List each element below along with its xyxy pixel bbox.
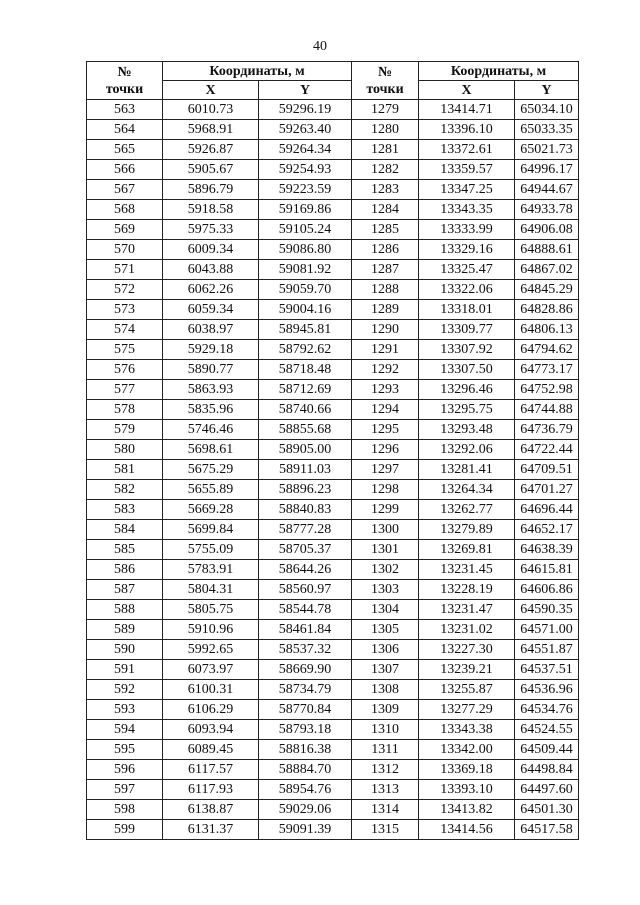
y-coordinate-left: 59059.70 <box>259 280 352 300</box>
table-row <box>87 760 579 780</box>
point-number-right: 1306 <box>352 640 419 660</box>
point-number-right: 1280 <box>352 120 419 140</box>
point-label: точки <box>366 81 404 97</box>
table-row <box>87 820 579 840</box>
x-coordinate-left: 5655.89 <box>163 480 259 500</box>
point-number-left: 567 <box>87 180 163 200</box>
point-number-right: 1302 <box>352 560 419 580</box>
point-number-header-right <box>352 62 419 100</box>
y-coordinate-left: 59296.19 <box>259 100 352 120</box>
y-coordinate-left: 59081.92 <box>259 260 352 280</box>
y-coordinate-right: 64722.44 <box>515 440 579 460</box>
table-row <box>87 700 579 720</box>
point-number-left: 595 <box>87 740 163 760</box>
point-number-right: 1309 <box>352 700 419 720</box>
y-coordinate-left: 59029.06 <box>259 800 352 820</box>
x-coordinate-left: 6073.97 <box>163 660 259 680</box>
x-coordinate-right: 13264.34 <box>419 480 515 500</box>
coordinates-table <box>86 61 579 840</box>
y-coordinate-left: 58945.81 <box>259 320 352 340</box>
x-coordinate-left: 6038.97 <box>163 320 259 340</box>
table-row <box>87 280 579 300</box>
y-coordinate-left: 58816.38 <box>259 740 352 760</box>
x-coordinate-right: 13369.18 <box>419 760 515 780</box>
y-coordinate-right: 64828.86 <box>515 300 579 320</box>
point-number-right: 1296 <box>352 440 419 460</box>
y-coordinate-left: 58954.76 <box>259 780 352 800</box>
table-row <box>87 320 579 340</box>
x-coordinate-left: 5835.96 <box>163 400 259 420</box>
x-coordinate-left: 5926.87 <box>163 140 259 160</box>
x-coordinate-right: 13372.61 <box>419 140 515 160</box>
page-number: 40 <box>313 39 327 54</box>
x-coordinate-right: 13414.56 <box>419 820 515 840</box>
point-number-left: 569 <box>87 220 163 240</box>
y-coordinate-right: 64534.76 <box>515 700 579 720</box>
y-coordinate-left: 59264.34 <box>259 140 352 160</box>
table-row <box>87 660 579 680</box>
point-number-left: 584 <box>87 520 163 540</box>
point-number-right: 1297 <box>352 460 419 480</box>
table-row <box>87 680 579 700</box>
x-coordinate-left: 5910.96 <box>163 620 259 640</box>
point-number-left: 585 <box>87 540 163 560</box>
y-coordinate-left: 58911.03 <box>259 460 352 480</box>
y-coordinate-left: 58669.90 <box>259 660 352 680</box>
x-coordinate-right: 13359.57 <box>419 160 515 180</box>
x-coordinate-right: 13279.89 <box>419 520 515 540</box>
x-coordinate-left: 5992.65 <box>163 640 259 660</box>
x-coordinate-left: 6043.88 <box>163 260 259 280</box>
y-coordinate-left: 59004.16 <box>259 300 352 320</box>
point-number-left: 596 <box>87 760 163 780</box>
y-coordinate-right: 64498.84 <box>515 760 579 780</box>
y-coordinate-right: 64773.17 <box>515 360 579 380</box>
y-coordinate-left: 58705.37 <box>259 540 352 560</box>
point-number-right: 1310 <box>352 720 419 740</box>
table-row <box>87 640 579 660</box>
y-coordinate-right: 64551.87 <box>515 640 579 660</box>
coordinates-header-right: Координаты, м <box>419 62 579 81</box>
y-header-left: Y <box>259 81 352 100</box>
table-row <box>87 780 579 800</box>
point-number-right: 1300 <box>352 520 419 540</box>
point-number-right: 1286 <box>352 240 419 260</box>
x-coordinate-right: 13296.46 <box>419 380 515 400</box>
y-coordinate-right: 65021.73 <box>515 140 579 160</box>
x-coordinate-left: 6117.57 <box>163 760 259 780</box>
x-coordinate-right: 13227.30 <box>419 640 515 660</box>
y-coordinate-left: 58734.79 <box>259 680 352 700</box>
y-coordinate-right: 64652.17 <box>515 520 579 540</box>
table-row <box>87 420 579 440</box>
point-number-left: 587 <box>87 580 163 600</box>
table-row <box>87 180 579 200</box>
table-row <box>87 720 579 740</box>
table-row <box>87 340 579 360</box>
y-coordinate-right: 64888.61 <box>515 240 579 260</box>
y-coordinate-right: 64590.35 <box>515 600 579 620</box>
point-number-left: 586 <box>87 560 163 580</box>
x-coordinate-left: 6131.37 <box>163 820 259 840</box>
point-number-right: 1299 <box>352 500 419 520</box>
table-row <box>87 140 579 160</box>
y-coordinate-left: 58777.28 <box>259 520 352 540</box>
point-number-left: 578 <box>87 400 163 420</box>
point-number-right: 1291 <box>352 340 419 360</box>
table-row <box>87 160 579 180</box>
point-number-right: 1285 <box>352 220 419 240</box>
y-coordinate-right: 64701.27 <box>515 480 579 500</box>
y-coordinate-right: 64615.81 <box>515 560 579 580</box>
y-header-right: Y <box>515 81 579 100</box>
y-coordinate-right: 64996.17 <box>515 160 579 180</box>
coordinates-header-left: Координаты, м <box>163 62 352 81</box>
y-coordinate-left: 59223.59 <box>259 180 352 200</box>
y-coordinate-left: 58740.66 <box>259 400 352 420</box>
table-row <box>87 380 579 400</box>
point-number-left: 588 <box>87 600 163 620</box>
point-number-left: 575 <box>87 340 163 360</box>
y-coordinate-left: 58905.00 <box>259 440 352 460</box>
point-number-left: 582 <box>87 480 163 500</box>
y-coordinate-right: 64537.51 <box>515 660 579 680</box>
y-coordinate-left: 58537.32 <box>259 640 352 660</box>
y-coordinate-left: 58884.70 <box>259 760 352 780</box>
x-coordinate-left: 5746.46 <box>163 420 259 440</box>
y-coordinate-right: 64536.96 <box>515 680 579 700</box>
y-coordinate-left: 58896.23 <box>259 480 352 500</box>
y-coordinate-left: 59263.40 <box>259 120 352 140</box>
point-number-left: 563 <box>87 100 163 120</box>
x-coordinate-left: 6062.26 <box>163 280 259 300</box>
point-number-right: 1292 <box>352 360 419 380</box>
x-coordinate-left: 5669.28 <box>163 500 259 520</box>
point-number-right: 1283 <box>352 180 419 200</box>
point-number-left: 589 <box>87 620 163 640</box>
point-number-right: 1313 <box>352 780 419 800</box>
table-row <box>87 600 579 620</box>
y-coordinate-right: 64933.78 <box>515 200 579 220</box>
x-coordinate-left: 5918.58 <box>163 200 259 220</box>
x-coordinate-right: 13309.77 <box>419 320 515 340</box>
x-coordinate-left: 5896.79 <box>163 180 259 200</box>
y-coordinate-left: 58461.84 <box>259 620 352 640</box>
x-coordinate-right: 13322.06 <box>419 280 515 300</box>
table-row <box>87 480 579 500</box>
x-coordinate-left: 6059.34 <box>163 300 259 320</box>
x-coordinate-left: 5905.67 <box>163 160 259 180</box>
point-number-left: 593 <box>87 700 163 720</box>
table-row <box>87 740 579 760</box>
x-coordinate-right: 13262.77 <box>419 500 515 520</box>
point-label: точки <box>105 81 144 97</box>
table-row <box>87 300 579 320</box>
table-row <box>87 100 579 120</box>
x-coordinate-right: 13255.87 <box>419 680 515 700</box>
x-coordinate-right: 13329.16 <box>419 240 515 260</box>
y-coordinate-left: 58855.68 <box>259 420 352 440</box>
x-coordinate-left: 5890.77 <box>163 360 259 380</box>
x-coordinate-right: 13281.41 <box>419 460 515 480</box>
point-number-right: 1290 <box>352 320 419 340</box>
y-coordinate-right: 64497.60 <box>515 780 579 800</box>
x-coordinate-left: 5975.33 <box>163 220 259 240</box>
point-number-right: 1293 <box>352 380 419 400</box>
table-header <box>87 62 579 100</box>
y-coordinate-right: 64794.62 <box>515 340 579 360</box>
y-coordinate-right: 64867.02 <box>515 260 579 280</box>
y-coordinate-right: 64736.79 <box>515 420 579 440</box>
point-number-left: 591 <box>87 660 163 680</box>
point-number-left: 570 <box>87 240 163 260</box>
table-row <box>87 500 579 520</box>
x-coordinate-left: 5804.31 <box>163 580 259 600</box>
y-coordinate-left: 58792.62 <box>259 340 352 360</box>
point-number-right: 1287 <box>352 260 419 280</box>
y-coordinate-left: 59169.86 <box>259 200 352 220</box>
number-sign: № <box>117 64 132 80</box>
x-coordinate-left: 5968.91 <box>163 120 259 140</box>
point-number-right: 1307 <box>352 660 419 680</box>
point-number-left: 576 <box>87 360 163 380</box>
table-row <box>87 200 579 220</box>
y-coordinate-left: 58770.84 <box>259 700 352 720</box>
x-coordinate-right: 13343.35 <box>419 200 515 220</box>
point-number-right: 1305 <box>352 620 419 640</box>
point-number-right: 1315 <box>352 820 419 840</box>
x-coordinate-left: 6117.93 <box>163 780 259 800</box>
point-number-left: 574 <box>87 320 163 340</box>
x-header-right: X <box>419 81 515 100</box>
point-number-left: 599 <box>87 820 163 840</box>
y-coordinate-right: 64744.88 <box>515 400 579 420</box>
table-row <box>87 520 579 540</box>
y-coordinate-right: 64696.44 <box>515 500 579 520</box>
table-row <box>87 120 579 140</box>
x-coordinate-left: 6009.34 <box>163 240 259 260</box>
y-coordinate-left: 58718.48 <box>259 360 352 380</box>
point-number-left: 597 <box>87 780 163 800</box>
x-coordinate-right: 13307.50 <box>419 360 515 380</box>
point-number-right: 1294 <box>352 400 419 420</box>
point-number-right: 1303 <box>352 580 419 600</box>
point-number-left: 565 <box>87 140 163 160</box>
point-number-left: 568 <box>87 200 163 220</box>
x-header-left: X <box>163 81 259 100</box>
x-coordinate-right: 13347.25 <box>419 180 515 200</box>
table-row <box>87 400 579 420</box>
x-coordinate-left: 5755.09 <box>163 540 259 560</box>
y-coordinate-right: 64709.51 <box>515 460 579 480</box>
x-coordinate-left: 6106.29 <box>163 700 259 720</box>
x-coordinate-left: 5698.61 <box>163 440 259 460</box>
point-number-left: 580 <box>87 440 163 460</box>
point-number-left: 572 <box>87 280 163 300</box>
table-row <box>87 800 579 820</box>
point-number-left: 577 <box>87 380 163 400</box>
point-number-right: 1281 <box>352 140 419 160</box>
x-coordinate-right: 13393.10 <box>419 780 515 800</box>
x-coordinate-right: 13396.10 <box>419 120 515 140</box>
point-number-left: 579 <box>87 420 163 440</box>
table-row <box>87 260 579 280</box>
point-number-left: 598 <box>87 800 163 820</box>
x-coordinate-right: 13318.01 <box>419 300 515 320</box>
y-coordinate-right: 64638.39 <box>515 540 579 560</box>
x-coordinate-left: 6010.73 <box>163 100 259 120</box>
y-coordinate-right: 64752.98 <box>515 380 579 400</box>
x-coordinate-right: 13413.82 <box>419 800 515 820</box>
point-number-right: 1279 <box>352 100 419 120</box>
point-number-left: 564 <box>87 120 163 140</box>
x-coordinate-right: 13231.02 <box>419 620 515 640</box>
y-coordinate-left: 59105.24 <box>259 220 352 240</box>
point-number-left: 590 <box>87 640 163 660</box>
table-row <box>87 220 579 240</box>
table-row <box>87 580 579 600</box>
table-body <box>87 100 579 840</box>
y-coordinate-right: 64845.29 <box>515 280 579 300</box>
y-coordinate-right: 64517.58 <box>515 820 579 840</box>
table-row <box>87 440 579 460</box>
x-coordinate-left: 5699.84 <box>163 520 259 540</box>
y-coordinate-right: 65033.35 <box>515 120 579 140</box>
y-coordinate-right: 64806.13 <box>515 320 579 340</box>
table-row <box>87 620 579 640</box>
x-coordinate-right: 13292.06 <box>419 440 515 460</box>
x-coordinate-right: 13343.38 <box>419 720 515 740</box>
x-coordinate-right: 13307.92 <box>419 340 515 360</box>
point-number-left: 583 <box>87 500 163 520</box>
x-coordinate-left: 5783.91 <box>163 560 259 580</box>
y-coordinate-right: 64509.44 <box>515 740 579 760</box>
y-coordinate-left: 58560.97 <box>259 580 352 600</box>
y-coordinate-right: 64906.08 <box>515 220 579 240</box>
point-number-right: 1311 <box>352 740 419 760</box>
point-number-right: 1288 <box>352 280 419 300</box>
x-coordinate-left: 5863.93 <box>163 380 259 400</box>
point-number-right: 1289 <box>352 300 419 320</box>
point-number-left: 566 <box>87 160 163 180</box>
point-number-left: 581 <box>87 460 163 480</box>
y-coordinate-left: 58712.69 <box>259 380 352 400</box>
table-row <box>87 540 579 560</box>
y-coordinate-left: 59086.80 <box>259 240 352 260</box>
y-coordinate-left: 59254.93 <box>259 160 352 180</box>
y-coordinate-right: 64571.00 <box>515 620 579 640</box>
x-coordinate-right: 13333.99 <box>419 220 515 240</box>
point-number-right: 1295 <box>352 420 419 440</box>
x-coordinate-right: 13342.00 <box>419 740 515 760</box>
x-coordinate-left: 6093.94 <box>163 720 259 740</box>
table-row <box>87 240 579 260</box>
x-coordinate-right: 13295.75 <box>419 400 515 420</box>
x-coordinate-left: 6100.31 <box>163 680 259 700</box>
point-number-right: 1312 <box>352 760 419 780</box>
y-coordinate-right: 64606.86 <box>515 580 579 600</box>
point-number-right: 1314 <box>352 800 419 820</box>
y-coordinate-right: 64501.30 <box>515 800 579 820</box>
point-number-right: 1304 <box>352 600 419 620</box>
x-coordinate-left: 5929.18 <box>163 340 259 360</box>
y-coordinate-right: 64944.67 <box>515 180 579 200</box>
x-coordinate-right: 13228.19 <box>419 580 515 600</box>
x-coordinate-right: 13325.47 <box>419 260 515 280</box>
x-coordinate-right: 13269.81 <box>419 540 515 560</box>
x-coordinate-left: 5805.75 <box>163 600 259 620</box>
y-coordinate-left: 58544.78 <box>259 600 352 620</box>
point-number-left: 573 <box>87 300 163 320</box>
y-coordinate-left: 58793.18 <box>259 720 352 740</box>
table-row <box>87 460 579 480</box>
point-number-left: 592 <box>87 680 163 700</box>
x-coordinate-right: 13277.29 <box>419 700 515 720</box>
x-coordinate-right: 13414.71 <box>419 100 515 120</box>
point-number-left: 594 <box>87 720 163 740</box>
y-coordinate-right: 64524.55 <box>515 720 579 740</box>
point-number-right: 1284 <box>352 200 419 220</box>
point-number-header-left <box>87 62 163 100</box>
point-number-right: 1298 <box>352 480 419 500</box>
x-coordinate-left: 6138.87 <box>163 800 259 820</box>
y-coordinate-left: 58840.83 <box>259 500 352 520</box>
number-sign: № <box>377 64 393 80</box>
x-coordinate-right: 13231.45 <box>419 560 515 580</box>
y-coordinate-left: 59091.39 <box>259 820 352 840</box>
table-row <box>87 560 579 580</box>
x-coordinate-right: 13231.47 <box>419 600 515 620</box>
table-row <box>87 360 579 380</box>
point-number-right: 1282 <box>352 160 419 180</box>
x-coordinate-right: 13239.21 <box>419 660 515 680</box>
point-number-right: 1301 <box>352 540 419 560</box>
y-coordinate-left: 58644.26 <box>259 560 352 580</box>
x-coordinate-left: 6089.45 <box>163 740 259 760</box>
x-coordinate-right: 13293.48 <box>419 420 515 440</box>
y-coordinate-right: 65034.10 <box>515 100 579 120</box>
point-number-left: 571 <box>87 260 163 280</box>
point-number-right: 1308 <box>352 680 419 700</box>
x-coordinate-left: 5675.29 <box>163 460 259 480</box>
